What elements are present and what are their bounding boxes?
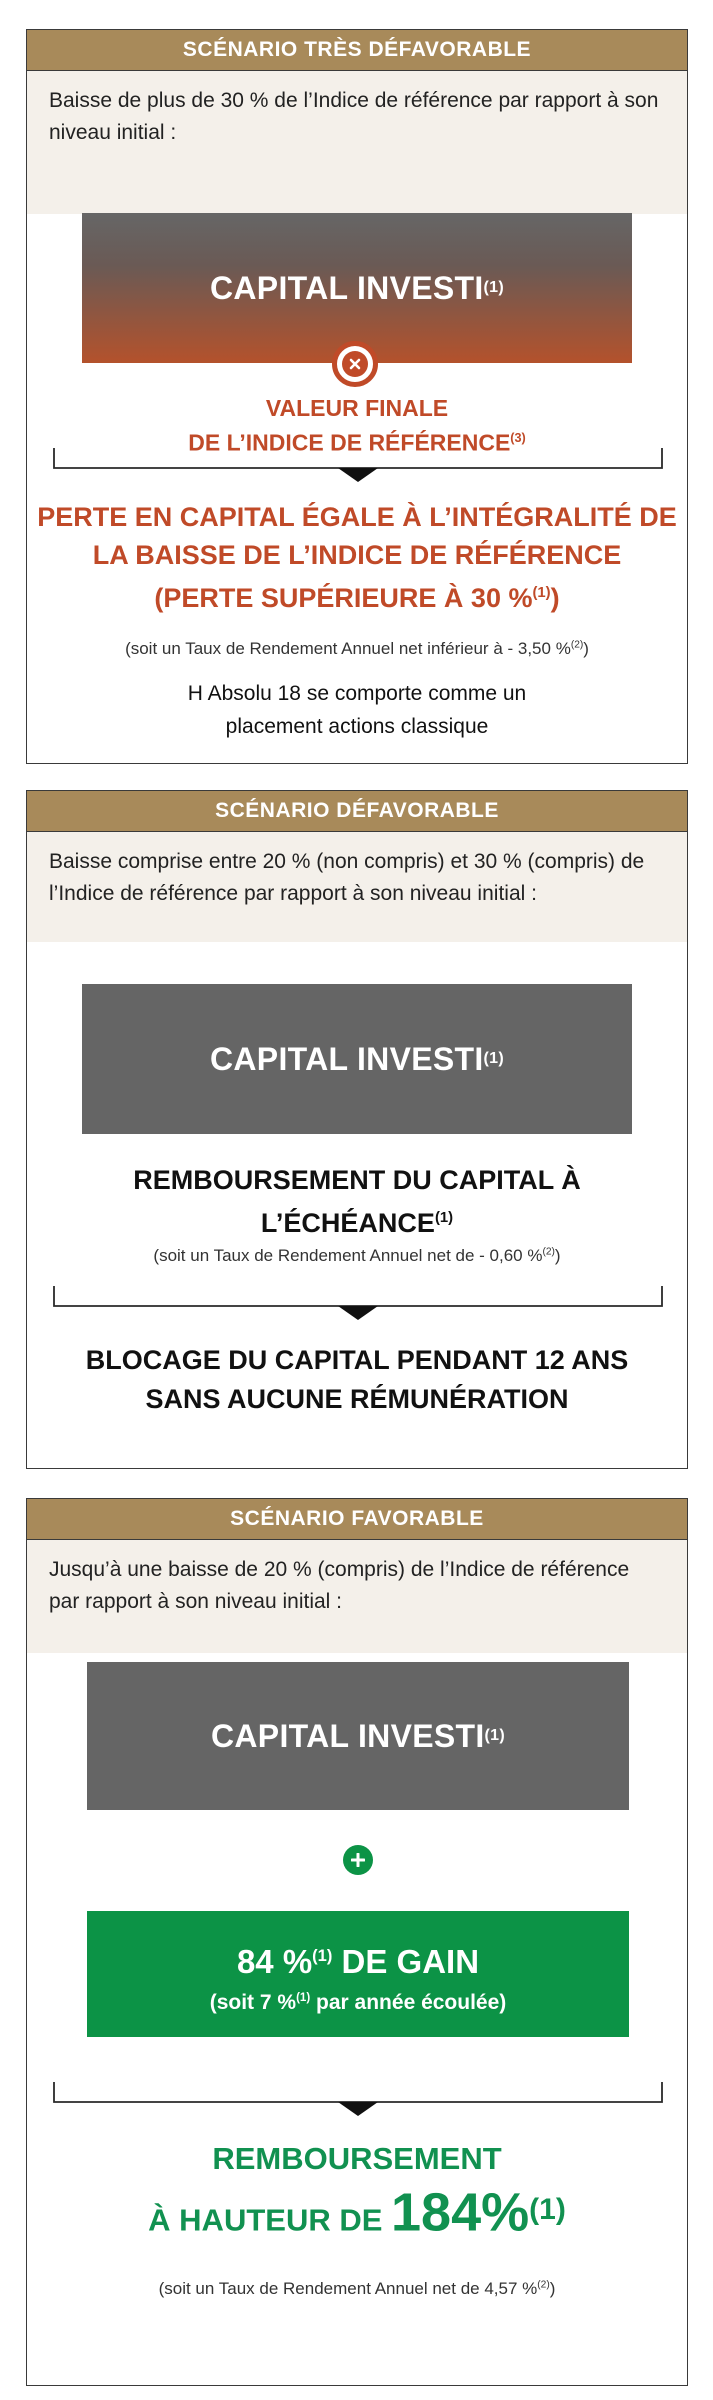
scenario-defavorable-card [26,790,688,1469]
result-line-1: PERTE EN CAPITAL ÉGALE À L’INTÉGRALITÉ DE [37,502,677,532]
bracket-connector [53,448,663,484]
valeur-line-2: DE L’INDICE DE RÉFÉRENCE$^{(3)}$ [188,429,526,456]
capital-label: CAPITAL INVESTI [209,1040,484,1077]
capital-investi-box [82,984,632,1134]
comment-text: H Absolu 18 se comporte comme un placement actions classique [187,682,527,738]
result-blocage: BLOCAGE DU CAPITAL PENDANT 12 ANS SANS AUCUNE RÉMUNÉRATION [85,1345,629,1414]
footnote-ref: (1) [484,1727,506,1744]
valeur-line-1: VALEUR FINALE [265,395,449,421]
result-remboursement: REMBOURSEMENT À HAUTEUR DE 184%$^{(1)}$ [148,2141,566,2243]
footnote-ref: (1) [483,279,505,296]
rendement-note: (soit un Taux de Rendement Annuel net inférieur à - 3,50 %$^{(2)}$) [125,639,589,658]
scenario-favorable-card [26,1498,688,2386]
gain-headline: 84 %$^{(1)}$ DE GAIN [236,1943,480,1980]
rendement-note: (soit un Taux de Rendement Annuel net de 4,57 %$^{(2)}$) [158,2279,556,2298]
scenario-header: SCÉNARIO FAVORABLE [27,1499,687,1540]
result-line-3: (PERTE SUPÉRIEURE À 30 %$^{(1)}$) [154,583,560,613]
bracket-connector [53,1286,663,1322]
bracket-connector [53,2082,663,2118]
capital-label: CAPITAL INVESTI [210,1717,485,1754]
gain-subline: (soit 7 %$^{(1)}$ par année écoulée) [209,1991,507,2014]
scenario-tres-defavorable-card [26,29,688,764]
scenario-intro: Baisse comprise entre 20 % (non compris) et 30 % (compris) de l’Indice de référence par rapport à son niveau initial : [27,832,687,942]
capital-investi-box [87,1662,629,1810]
scenario-intro: Baisse de plus de 30 % de l’Indice de référence par rapport à son niveau initial : [27,71,687,214]
times-icon [332,341,378,387]
rendement-note: (soit un Taux de Rendement Annuel net de - 0,60 %$^{(2)}$) [153,1246,561,1265]
scenario-header: SCÉNARIO DÉFAVORABLE [27,791,687,832]
result-perte [27,498,687,617]
scenario-intro: Jusqu’à une baisse de 20 % (compris) de l’Indice de référence par rapport à son niveau initial : [27,1540,687,1653]
gain-box [87,1911,629,2037]
scenario-header: SCÉNARIO TRÈS DÉFAVORABLE [27,30,687,71]
result-value: 184% [391,2182,530,2243]
plus-icon [343,1845,373,1875]
result-line-2: LA BAISSE DE L’INDICE DE RÉFÉRENCE [92,540,622,570]
capital-label: CAPITAL INVESTI [209,269,484,306]
footnote-ref: (1) [483,1050,505,1067]
remboursement-label: REMBOURSEMENT DU CAPITAL À L’ÉCHÉANCE$^{(1)}$ [133,1165,581,1238]
